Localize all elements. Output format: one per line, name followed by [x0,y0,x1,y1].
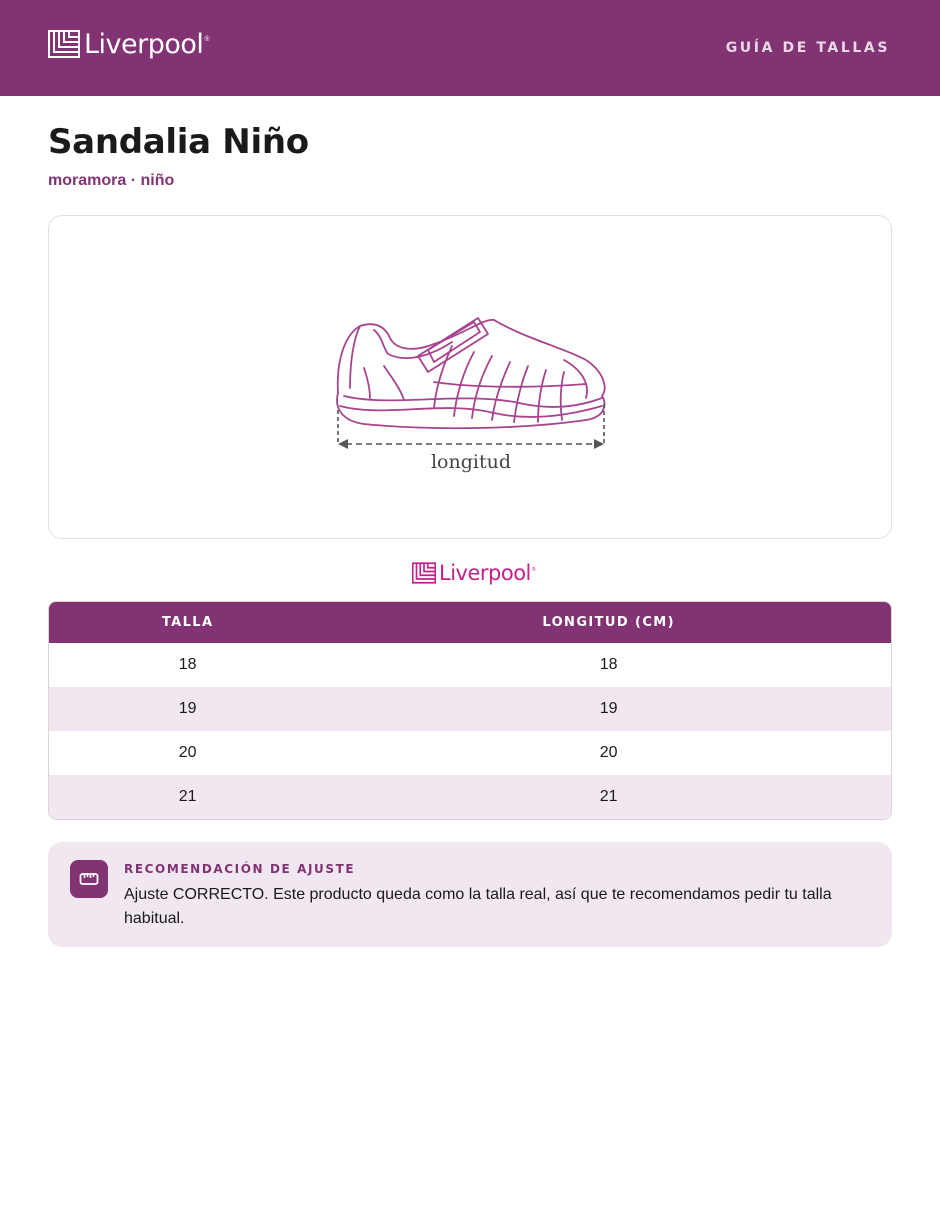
fit-recommendation [48,842,892,947]
cell-longitud: 18 [599,656,618,673]
liverpool-brand-logo [412,562,536,584]
table-row [49,643,891,687]
fit-recommendation-label: RECOMENDACIÓN DE AJUSTE [124,862,356,876]
table-body [49,643,891,819]
registered-mark: ® [204,36,210,43]
table-row [49,687,891,731]
table-row [49,775,891,819]
liverpool-logo-icon [48,30,80,58]
column-header-longitud: LONGITUD (CM) [542,615,675,630]
sandal-measurement-illustration [324,238,614,518]
cell-longitud: 20 [599,744,618,761]
cell-talla: 18 [178,656,197,673]
product-title: Sandalia Niño [48,122,309,162]
size-guide-title: GUÍA DE TALLAS [725,40,890,56]
top-bar [0,0,940,96]
cell-longitud: 21 [599,788,618,805]
table-header [49,602,891,643]
ruler-icon [70,860,108,898]
size-table [48,601,892,820]
logo-wordmark: Liverpool [439,560,531,585]
fit-recommendation-text: Ajuste CORRECTO. Este producto queda como la talla real, así que te recomendamos pedir tu talla habitual. [124,886,832,927]
registered-mark: ® [531,567,536,573]
cell-talla: 20 [178,744,197,761]
cell-talla: 19 [178,700,197,717]
table-row [49,731,891,775]
cell-talla: 21 [178,788,197,805]
product-subtitle: moramora · niño [48,172,175,189]
length-label: longitud [430,451,512,473]
column-header-talla: TALLA [161,615,214,630]
liverpool-logo[interactable] [48,30,210,58]
logo-wordmark: Liverpool [84,28,204,60]
illustration-card [48,215,892,539]
liverpool-logo-icon [412,562,436,584]
cell-longitud: 19 [599,700,618,717]
